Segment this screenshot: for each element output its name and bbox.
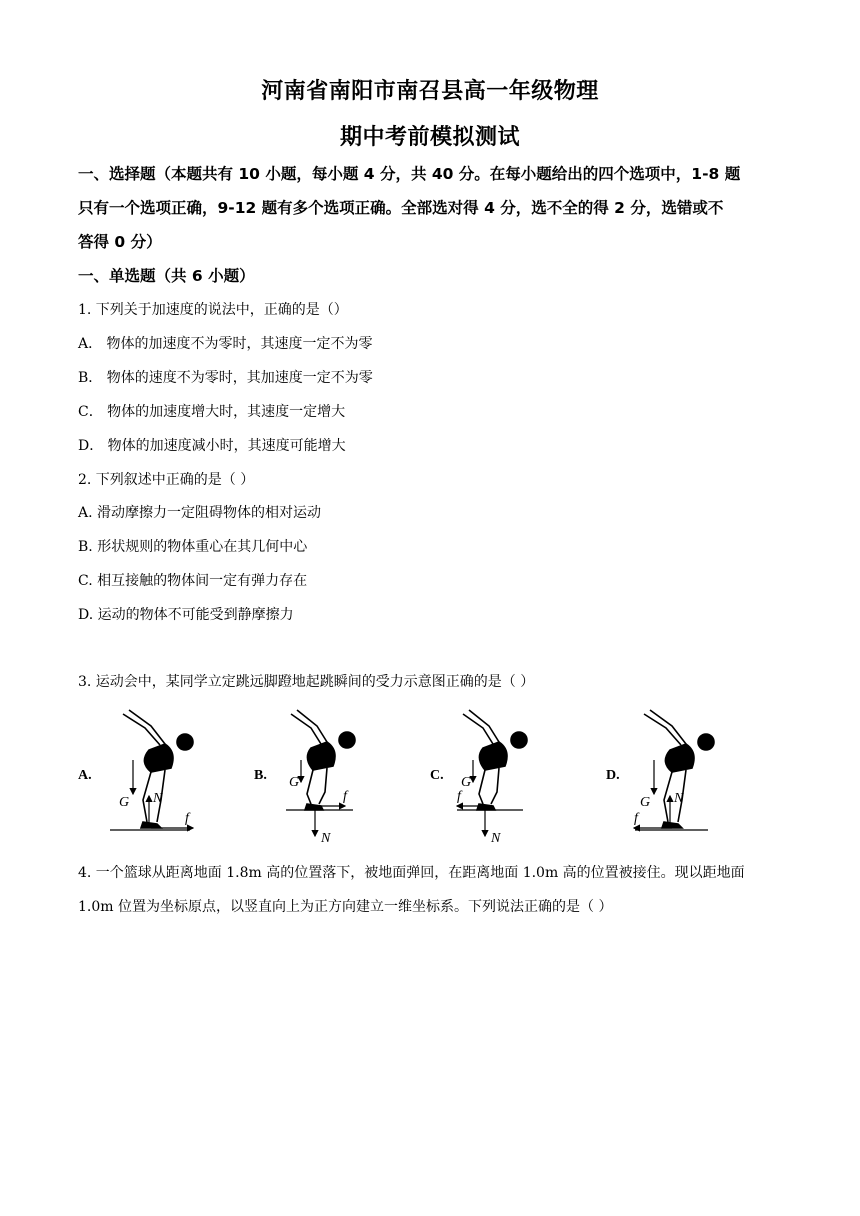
- question-4-stem-line-1: 4. 一个篮球从距离地面 1.8m 高的位置落下，被地面弹回，在距离地面 1.0m 高的位置被接住。现以距地面: [78, 865, 745, 881]
- figure-label-b: B.: [254, 768, 267, 783]
- svg-text:f: f: [634, 811, 638, 826]
- section-instructions-line-3: 答得 0 分）: [78, 233, 162, 251]
- title-line-1: 河南省南阳市南召县高一年级物理: [261, 79, 599, 104]
- figure-label-c: C.: [430, 768, 444, 783]
- figure-b-jumper-diagram: [281, 700, 431, 850]
- svg-text:G: G: [289, 775, 300, 790]
- question-1-option-b: B． 物体的速度不为零时，其加速度一定不为零: [78, 370, 373, 386]
- question-1-option-a: A． 物体的加速度不为零时，其速度一定不为零: [78, 336, 373, 352]
- question-2-option-d: D. 运动的物体不可能受到静摩擦力: [78, 607, 294, 623]
- svg-text:N: N: [321, 831, 331, 846]
- question-1-option-c: C． 物体的加速度增大时，其速度一定增大: [78, 404, 346, 420]
- title-line-2: 期中考前模拟测试: [339, 125, 520, 150]
- figure-d-jumper-diagram: [630, 700, 780, 850]
- figure-label-d: D.: [606, 768, 620, 783]
- svg-text:N: N: [674, 791, 684, 806]
- question-1-stem: 1. 下列关于加速度的说法中，正确的是（）: [78, 302, 348, 318]
- figure-c-jumper-diagram: [455, 700, 605, 850]
- question-2-option-a: A. 滑动摩擦力一定阻碍物体的相对运动: [78, 505, 322, 521]
- question-2-option-c: C. 相互接触的物体间一定有弹力存在: [78, 573, 308, 589]
- section-instructions-line-1: 一、选择题（本题共有 10 小题，每小题 4 分，共 40 分。在每小题给出的四个选项中，1-8 题: [78, 165, 741, 183]
- question-3-stem: 3. 运动会中，某同学立定跳远脚蹬地起跳瞬间的受力示意图正确的是（ ）: [78, 674, 535, 690]
- figure-a-jumper-diagram: [105, 700, 255, 850]
- normal-label: N: [153, 791, 163, 806]
- svg-text:G: G: [640, 795, 651, 810]
- question-4-stem-line-2: 1.0m 位置为坐标原点，以竖直向上为正方向建立一维坐标系。下列说法正确的是（ ）: [78, 899, 613, 915]
- question-2-stem: 2. 下列叙述中正确的是（ ）: [78, 472, 255, 488]
- question-2-option-b: B. 形状规则的物体重心在其几何中心: [78, 539, 308, 555]
- friction-label: f: [185, 811, 189, 826]
- svg-text:N: N: [491, 831, 501, 846]
- svg-text:f: f: [457, 789, 461, 804]
- section-instructions-line-2: 只有一个选项正确，9-12 题有多个选项正确。全部选对得 4 分，选不全的得 2 分，选错或不: [78, 199, 724, 217]
- question-1-option-d: D． 物体的加速度减小时，其速度可能增大: [78, 438, 346, 454]
- svg-text:G: G: [461, 775, 472, 790]
- svg-text:f: f: [343, 789, 347, 804]
- figure-label-a: A.: [78, 768, 92, 783]
- subsection-heading: 一、单选题（共 6 小题）: [78, 267, 255, 285]
- gravity-label: G: [119, 795, 130, 810]
